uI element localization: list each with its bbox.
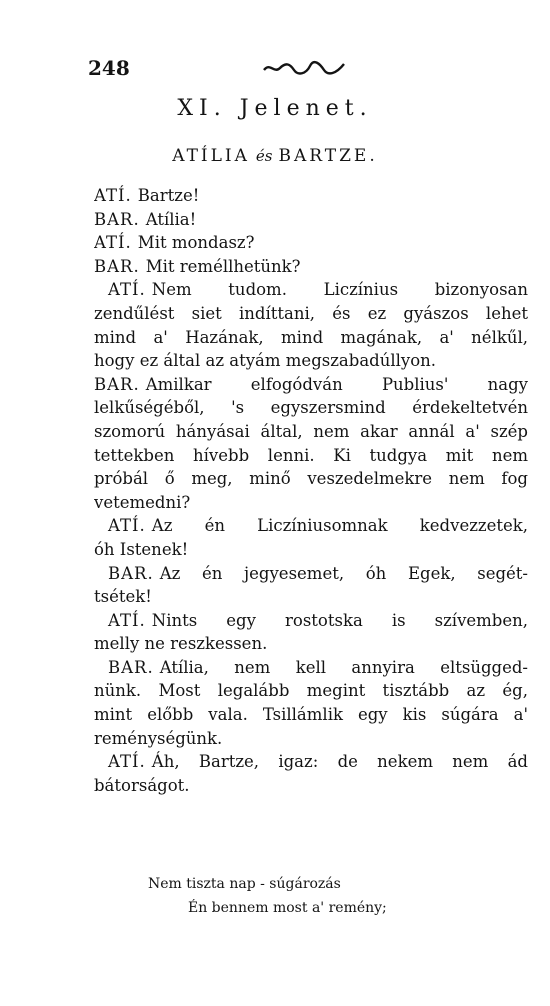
- line-text: Az én Liczíniusomnak kedvezzetek,: [151, 516, 528, 536]
- text-line: [94, 491, 528, 515]
- line-text: Bartze!: [137, 186, 200, 205]
- text-line: [94, 373, 528, 397]
- speaker-label: ATÍ.: [108, 610, 146, 630]
- speaker-label: BAR.: [108, 563, 154, 583]
- line-text: zendűlést siet indíttani, és ez gyászos lehet: [94, 303, 528, 323]
- speaker-label: ATÍ.: [108, 280, 146, 300]
- line-text: Mit mondasz?: [137, 233, 255, 253]
- conjunction: és: [255, 147, 273, 165]
- text-line: [94, 184, 528, 208]
- scene-characters: [0, 146, 550, 166]
- speaker-label: BAR.: [94, 374, 140, 394]
- line-text: hogy ez által az atyám megszabadúllyon.: [94, 351, 437, 371]
- text-line: [94, 467, 528, 491]
- speaker-label: ATÍ.: [108, 752, 146, 772]
- character-name: ATÍLIA: [172, 146, 250, 166]
- page-number: 248: [88, 56, 130, 80]
- text-line: [94, 326, 528, 350]
- verse-line: Én bennem most a' remény;: [188, 900, 387, 916]
- text-line: [94, 444, 528, 468]
- text-line: [94, 538, 528, 562]
- line-text: melly ne reszkessen.: [94, 634, 268, 654]
- text-line: [94, 703, 528, 727]
- speaker-label: ATÍ.: [108, 516, 146, 536]
- text-line: [94, 396, 528, 420]
- text-line: [94, 514, 528, 538]
- speaker-label: ATÍ.: [94, 186, 132, 205]
- line-text: szomorú hányásai által, nem akar annál a' szép: [94, 421, 528, 441]
- character-name: BARTZE.: [278, 146, 378, 166]
- text-line: [94, 727, 528, 751]
- text-line: [94, 585, 528, 609]
- speaker-label: BAR.: [108, 657, 154, 677]
- line-text: Az én jegyesemet, óh Egek, segét-: [159, 563, 528, 583]
- text-line: [94, 679, 528, 703]
- line-text: bátorságot.: [94, 775, 190, 795]
- line-text: reménységünk.: [94, 728, 223, 748]
- line-text: Nints egy rostotska is szívemben,: [151, 610, 528, 630]
- line-text: Nem tudom. Liczínius bizonyosan: [151, 280, 528, 300]
- verse-line: Nem tiszta nap - súgározás: [148, 876, 341, 892]
- dialogue-body: [94, 184, 528, 797]
- line-text: Mit reméllhetünk?: [145, 256, 301, 276]
- scene-title: XI. Jelenet.: [177, 96, 373, 121]
- line-text: tsétek!: [94, 587, 152, 607]
- text-line: [94, 255, 528, 279]
- text-line: [94, 349, 528, 373]
- text-line: [94, 278, 528, 302]
- text-line: [94, 562, 528, 586]
- speaker-label: ATÍ.: [94, 233, 132, 253]
- text-line: [94, 632, 528, 656]
- speaker-label: BAR.: [94, 209, 140, 229]
- line-text: Amilkar elfogódván Publius' nagy: [145, 374, 528, 394]
- text-line: [94, 609, 528, 633]
- line-text: tettekben hívebb lenni. Ki tudgya mit nem: [94, 445, 528, 465]
- line-text: nünk. Most legalább megint tisztább az ég,: [94, 681, 528, 701]
- line-text: mind a' Hazának, mind magának, a' nélkűl,: [94, 327, 528, 347]
- footer-verse: [0, 872, 550, 920]
- line-text: mint előbb vala. Tsillámlik egy kis súgára a': [94, 705, 528, 725]
- line-text: Atília, nem kell annyira eltsügged-: [159, 657, 528, 677]
- line-text: lelkűségéből, 's egyszersmind érdekeltetvén: [94, 398, 528, 418]
- speaker-label: BAR.: [94, 256, 140, 276]
- text-line: [94, 774, 528, 798]
- line-text: Atília!: [145, 209, 197, 229]
- text-line: [94, 208, 528, 232]
- ornament-flourish-icon: [262, 60, 346, 76]
- text-line: [94, 656, 528, 680]
- text-line: [94, 231, 528, 255]
- text-line: [94, 302, 528, 326]
- line-text: óh Istenek!: [94, 539, 189, 559]
- line-text: vetemedni?: [94, 492, 191, 512]
- text-line: [94, 750, 528, 774]
- line-text: próbál ő meg, minő veszedelmekre nem fog: [94, 469, 528, 489]
- line-text: Áh, Bartze, igaz: de nekem nem ád: [151, 752, 528, 772]
- text-line: [94, 420, 528, 444]
